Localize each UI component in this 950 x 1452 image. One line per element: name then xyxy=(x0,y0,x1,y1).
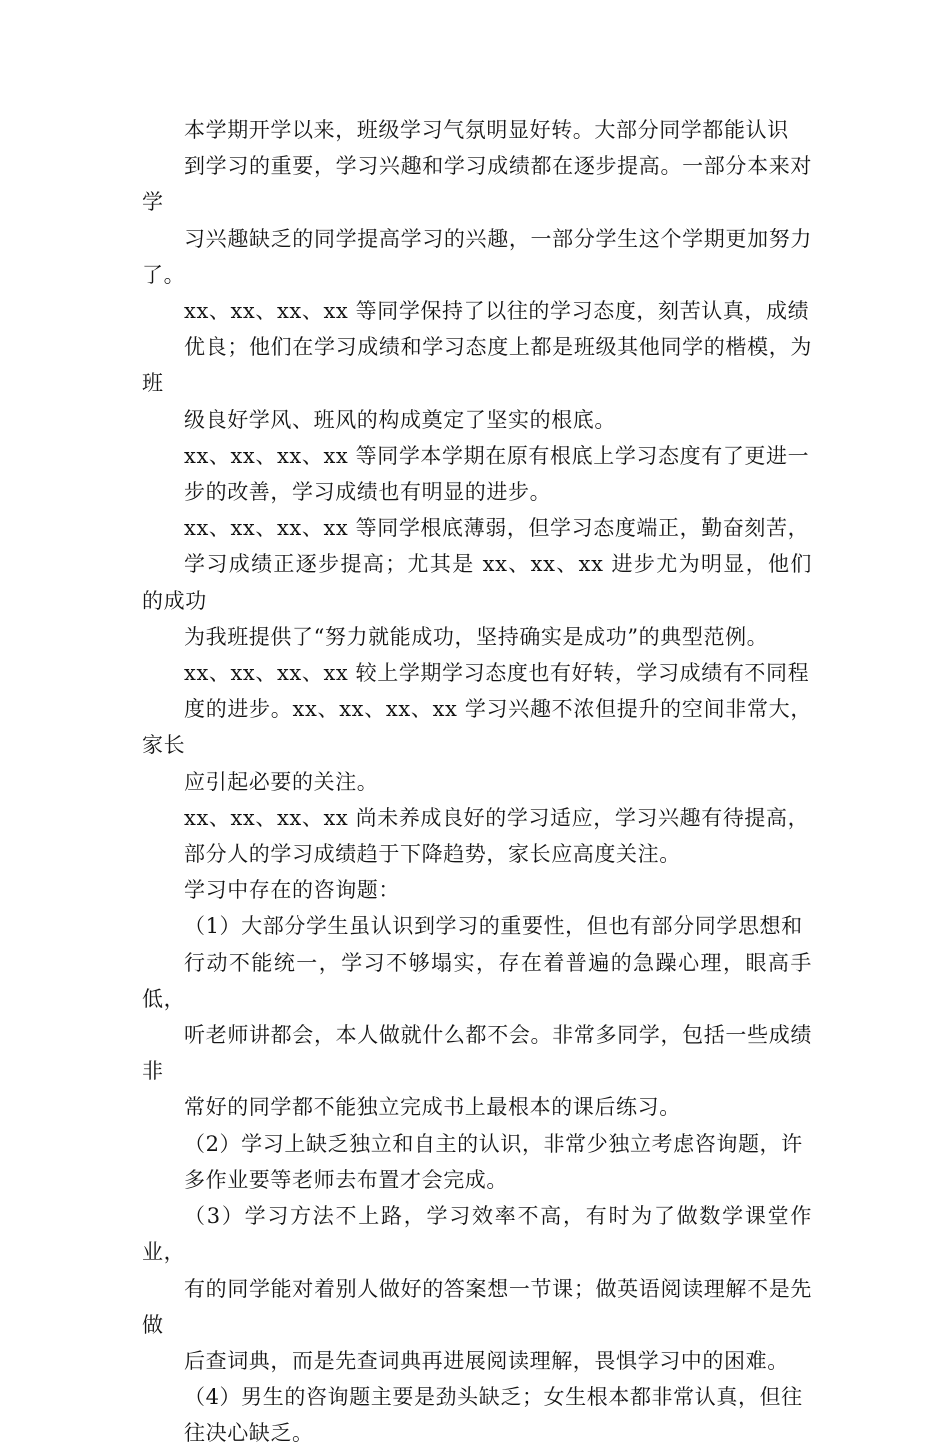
text-line: xx、xx、xx、xx 等同学根底薄弱，但学习态度端正，勤奋刻苦， xyxy=(184,516,810,541)
text-line: （2）学习上缺乏独立和自主的认识，非常少独立考虑咨询题，许 xyxy=(184,1131,803,1156)
paragraph-attitude-improved xyxy=(142,655,812,800)
text-line: （1）大部分学生虽认识到学习的重要性，但也有部分同学思想和 xyxy=(184,914,803,939)
problem-item-4 xyxy=(142,1379,812,1451)
text-line: 到学习的重要，学习兴趣和学习成绩都在逐步提高。一部分本来对学 xyxy=(142,154,812,215)
text-line: xx、xx、xx、xx 等同学保持了以往的学习态度，刻苦认真，成绩 xyxy=(184,299,810,324)
text-line: 行动不能统一，学习不够塌实，存在着普遍的急躁心理，眼高手低， xyxy=(142,950,812,1011)
text-line: 后查词典，而是先查词典再进展阅读理解，畏惧学习中的困难。 xyxy=(184,1348,789,1373)
problem-item-1 xyxy=(142,908,812,1125)
text-line: 度的进步。xx、xx、xx、xx 学习兴趣不浓但提升的空间非常大，家长 xyxy=(142,697,812,758)
text-line: 习兴趣缺乏的同学提高学习的兴趣，一部分学生这个学期更加努力了。 xyxy=(142,226,812,287)
text-line: （4）男生的咨询题主要是劲头缺乏；女生根本都非常认真，但往 xyxy=(184,1385,803,1410)
text-line: 本学期开学以来，班级学习气氛明显好转。大部分同学都能认识 xyxy=(184,118,789,142)
text-line: xx、xx、xx、xx 等同学本学期在原有根底上学习态度有了更进一 xyxy=(184,443,810,468)
text-line: 往决心缺乏。 xyxy=(184,1421,314,1446)
text-line: xx、xx、xx、xx 较上学期学习态度也有好转，学习成绩有不同程 xyxy=(184,661,810,686)
text-line: 常好的同学都不能独立完成书上最根本的课后练习。 xyxy=(184,1095,681,1120)
text-line: xx、xx、xx、xx 尚未养成良好的学习适应，学习兴趣有待提高， xyxy=(184,805,810,830)
problem-item-3 xyxy=(142,1198,812,1379)
text-line: 为我班提供了“努力就能成功，坚持确实是成功”的典型范例。 xyxy=(184,624,769,649)
text-line: （3）学习方法不上路，学习效率不高，有时为了做数学课堂作业， xyxy=(142,1204,812,1265)
section-heading-problems xyxy=(142,872,812,908)
paragraph-class-atmosphere xyxy=(142,112,812,293)
paragraph-top-students xyxy=(142,293,812,438)
paragraph-needs-attention xyxy=(142,800,812,872)
text-line: 多作业要等老师去布置才会完成。 xyxy=(184,1167,508,1192)
text-line: 级良好学风、班风的构成奠定了坚实的根底。 xyxy=(184,407,616,432)
document-body xyxy=(142,112,812,1452)
paragraph-weak-foundation-students xyxy=(142,510,812,655)
text-line: 学习中存在的咨询题： xyxy=(184,878,400,903)
text-line: 听老师讲都会，本人做就什么都不会。非常多同学，包括一些成绩非 xyxy=(142,1023,812,1084)
problem-item-2 xyxy=(142,1126,812,1198)
text-line: 部分人的学习成绩趋于下降趋势，家长应高度关注。 xyxy=(184,842,681,867)
paragraph-improving-students xyxy=(142,438,812,510)
text-line: 优良；他们在学习成绩和学习态度上都是班级其他同学的楷模，为班 xyxy=(142,335,812,396)
text-line: 应引起必要的关注。 xyxy=(184,769,379,794)
text-line: 有的同学能对着别人做好的答案想一节课；做英语阅读理解不是先做 xyxy=(142,1276,812,1337)
text-line: 步的改善，学习成绩也有明显的进步。 xyxy=(184,480,552,505)
text-line: 学习成绩正逐步提高；尤其是 xx、xx、xx 进步尤为明显，他们的成功 xyxy=(142,552,812,613)
